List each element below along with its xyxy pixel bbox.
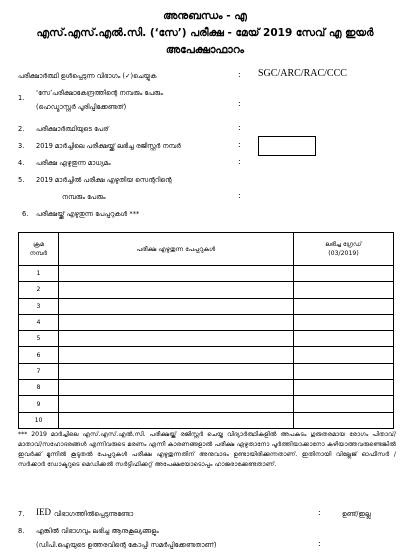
table-row — [19, 331, 394, 347]
item-5-sublabel: നമ്പരും പേരും — [62, 193, 106, 201]
item-3-label: 2019 മാർച്ചിലെ പരീക്ഷയ്ക്ക് ലഭിച്ച രജിസ്റ്റർ നമ്പർ — [36, 142, 181, 150]
item-1-label: ‘സേ’പരീക്ഷാകേന്ദ്രത്തിന്റെ നമ്പരും പേരും — [36, 89, 163, 97]
paper-cell[interactable] — [59, 347, 294, 363]
form-subtitle: അപേക്ഷാഫാറം — [165, 44, 245, 56]
table-row — [19, 282, 394, 298]
paper-cell[interactable] — [59, 396, 294, 412]
table-row — [19, 266, 394, 282]
paper-cell[interactable] — [59, 266, 294, 282]
item-8-label: എങ്കിൽ വിഭാഗവും ലഭിച്ച ആനുകൂല്യങ്ങളും — [36, 527, 159, 535]
paper-header: പരീക്ഷ എഴുതുന്ന പേപ്പറുകൾ — [59, 233, 294, 266]
grade-cell[interactable] — [294, 331, 394, 347]
paper-cell[interactable] — [59, 314, 294, 330]
item-4-number: 4. — [18, 159, 25, 167]
paper-cell[interactable] — [59, 363, 294, 379]
item-5-colon: : — [238, 191, 241, 200]
item-4-label: പരീക്ഷ എഴുതുന്ന മാധ്യമം — [36, 159, 111, 167]
paper-cell[interactable] — [59, 298, 294, 314]
grade-cell[interactable] — [294, 266, 394, 282]
serial-cell: 7 — [19, 363, 59, 379]
item-1-colon: : — [238, 99, 241, 108]
grade-cell[interactable] — [294, 363, 394, 379]
serial-cell: 1 — [19, 266, 59, 282]
register-number-box[interactable] — [258, 136, 316, 156]
table-header-row — [19, 233, 394, 266]
item-2-colon: : — [238, 123, 241, 132]
item-7-answer[interactable]: ഉണ്ട്/ഇല്ല — [342, 510, 371, 518]
item-7-abbr: IED — [36, 507, 51, 517]
paper-cell[interactable] — [59, 331, 294, 347]
footnote-paragraph: *** 2019 മാർച്ചിലെ എസ്.എസ്.എൽ.സി. പരീക്ഷയ്ക്ക് രജിസ്റ്റർ ചെയ്ത വിദ്യാർത്ഥികളിൽ അപകടം ഗുരുതരമായ രോഗം പിതാവ്/മാതാവ്/സഹോദരങ്ങൾ എന്നിവരുടെ മരണം എന്നീ കാരണങ്ങളാൽ പരീക്ഷ എഴുതാനോ പൂർത്തിയാക്കാനോ കഴിയാത്തവരുണ്ടെങ്കിൽ ഇവർക്ക് മൂന്നിൽ കൂടുതൽ പേപ്പറുകൾ പരീക്ഷ എഴുതുന്നതിന് അനുവാദം ഉണ്ടായിരിക്കുന്നതാണ്. ഇതിനായി വില്ലേജ് ഓഫീസർ / സർക്കാർ ഡോക്ടറുടെ മെഡിക്കൽ സർട്ടിഫിക്കറ്റ് അപേക്ഷയോടൊപ്പം ഹാജരാക്കേണ്ടതാണ്. — [18, 431, 396, 468]
item-2-label: പരീക്ഷാർത്ഥിയുടെ പേര് — [36, 125, 109, 133]
serial-cell: 8 — [19, 380, 59, 396]
table-row — [19, 298, 394, 314]
grade-cell[interactable] — [294, 282, 394, 298]
serial-cell: 2 — [19, 282, 59, 298]
category-colon: : — [238, 70, 241, 79]
item-4-colon: : — [238, 157, 241, 166]
serial-cell: 6 — [19, 347, 59, 363]
table-row — [19, 412, 394, 428]
item-1-sublabel: (ഹെഡ്മാസ്റ്റർ പൂരിപ്പിക്കേണ്ടത്) — [36, 103, 127, 111]
serial-cell: 9 — [19, 396, 59, 412]
grade-header: ലഭിച്ച ഗ്രേഡ് (03/2019) — [294, 233, 394, 266]
annexure-label: അനുബന്ധം - എ — [163, 10, 247, 22]
form-title: എസ്.എസ്.എൽ.സി. (‘സേ’) പരീക്ഷ - മേയ് 2019 സേവ് എ ഇയർ — [36, 27, 374, 39]
table-row — [19, 347, 394, 363]
item-7-colon: : — [318, 508, 321, 517]
item-6-label: പരീക്ഷയ്ക്ക് എഴുതുന്ന പേപ്പറുകൾ *** — [36, 210, 140, 218]
paper-cell[interactable] — [59, 412, 294, 428]
serial-cell: 10 — [19, 412, 59, 428]
serial-cell: 5 — [19, 331, 59, 347]
item-8-sublabel: (ഡിപി.ഐയുടെ ഉത്തരവിന്റെ കോപ്പി സമർപ്പിക്കേണ്ടതാണ്) — [36, 541, 217, 549]
item-3-colon: : — [238, 140, 241, 149]
grade-cell[interactable] — [294, 298, 394, 314]
table-row — [19, 396, 394, 412]
grade-cell[interactable] — [294, 396, 394, 412]
table-row — [19, 380, 394, 396]
category-options[interactable]: SGC/ARC/RAC/CCC — [258, 68, 347, 79]
grade-cell[interactable] — [294, 347, 394, 363]
serial-cell: 4 — [19, 314, 59, 330]
item-6-number: 6. — [22, 210, 29, 218]
item-7-number: 7. — [18, 510, 25, 518]
table-row — [19, 314, 394, 330]
grade-cell[interactable] — [294, 314, 394, 330]
paper-cell[interactable] — [59, 282, 294, 298]
table-row — [19, 363, 394, 379]
grade-cell[interactable] — [294, 412, 394, 428]
category-label: പരീക്ഷാർത്ഥി ഉൾപ്പെടുന്ന വിഭാഗം (✓)ചെയ്യുക — [18, 72, 157, 80]
serial-cell: 3 — [19, 298, 59, 314]
serial-header: ക്രമ നമ്പർ — [19, 233, 59, 266]
papers-table — [18, 232, 394, 429]
item-8-colon: : — [318, 539, 321, 548]
item-8-number: 8. — [18, 527, 25, 535]
item-1-number: 1. — [18, 94, 25, 102]
item-5-number: 5. — [18, 176, 25, 184]
item-5-label: 2019 മാർച്ചിൽ പരീക്ഷ എഴുതിയ സെന്ററിന്റെ — [36, 176, 172, 184]
grade-cell[interactable] — [294, 380, 394, 396]
item-3-number: 3. — [18, 142, 25, 150]
item-7-label: വിഭാഗത്തിൽപ്പെടുന്നുണ്ടോ — [54, 510, 134, 518]
item-2-number: 2. — [18, 125, 25, 133]
paper-cell[interactable] — [59, 380, 294, 396]
